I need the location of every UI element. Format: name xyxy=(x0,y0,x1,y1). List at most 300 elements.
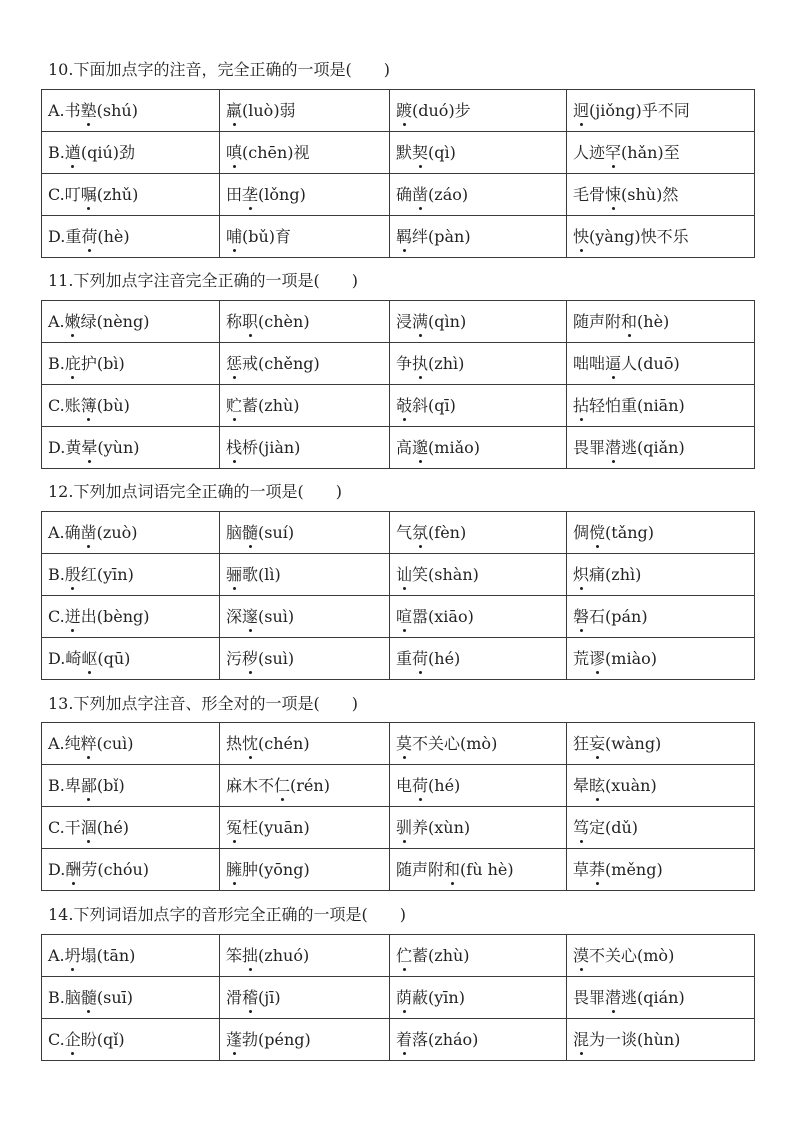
option-text: 盼(qǐ) xyxy=(80,1029,125,1049)
question-13-table xyxy=(41,722,755,891)
option-cell xyxy=(42,512,220,554)
option-text: 热 xyxy=(226,733,243,753)
dotted-character: 忱 xyxy=(242,733,259,753)
question-13-stem: 13.下列加点字注音、形全对的一项是( ) xyxy=(48,694,358,713)
option-cell xyxy=(220,216,390,258)
option-cell xyxy=(220,935,390,977)
option-text: C. xyxy=(48,606,65,626)
option-text: B.卑 xyxy=(48,775,81,795)
question-12-stem: 12.下列加点词语完全正确的一项是( ) xyxy=(48,482,342,501)
option-row xyxy=(42,849,755,891)
dotted-character: 晕 xyxy=(81,437,98,457)
option-text: C.干 xyxy=(48,817,81,837)
option-cell xyxy=(42,723,220,765)
option-row xyxy=(42,1019,755,1061)
option-text: (bǔ)育 xyxy=(242,226,292,246)
dotted-character: 嫩 xyxy=(64,311,81,331)
dotted-character: 臃 xyxy=(226,859,243,879)
option-text: 枉(yuān) xyxy=(242,817,310,837)
option-cell xyxy=(567,765,755,807)
dotted-character: 粹 xyxy=(80,733,97,753)
option-text: 咄咄 xyxy=(573,353,606,373)
option-text: 斜(qī) xyxy=(412,395,456,415)
dotted-character: 迥 xyxy=(573,100,590,120)
option-cell xyxy=(390,849,567,891)
dotted-character: 遒 xyxy=(64,142,81,162)
option-text: 逃(qiǎn) xyxy=(621,437,685,457)
option-text: D.崎 xyxy=(48,648,82,668)
option-cell xyxy=(42,977,220,1019)
option-cell xyxy=(390,765,567,807)
option-cell xyxy=(390,132,567,174)
option-text: (luò)弱 xyxy=(242,100,296,120)
dotted-character: 混 xyxy=(573,1029,590,1049)
option-text: 定(dǔ) xyxy=(589,817,639,837)
option-text: (qū) xyxy=(97,648,131,668)
option-cell xyxy=(220,554,390,596)
option-row xyxy=(42,90,755,132)
dotted-character: 稽 xyxy=(242,987,259,1007)
option-text: 蔽(yīn) xyxy=(412,987,465,1007)
option-cell xyxy=(220,807,390,849)
option-text: C.叮 xyxy=(48,184,81,204)
option-row xyxy=(42,723,755,765)
option-cell xyxy=(220,132,390,174)
option-cell xyxy=(220,174,390,216)
dotted-character: 驯 xyxy=(396,817,413,837)
option-cell xyxy=(390,216,567,258)
option-text: (záo) xyxy=(428,184,469,204)
option-text: 毛骨 xyxy=(573,184,606,204)
option-text: (suì) xyxy=(258,648,295,668)
dotted-character: 职 xyxy=(242,311,259,331)
option-text: A. xyxy=(48,945,65,965)
question-11-table xyxy=(41,300,755,469)
option-text: 轻怕重(niān) xyxy=(589,395,685,415)
option-text: (chén) xyxy=(258,733,310,753)
dotted-character: 岖 xyxy=(81,648,98,668)
dotted-character: 悚 xyxy=(605,184,622,204)
dotted-character: 踱 xyxy=(396,100,413,120)
option-text: 重 xyxy=(396,648,413,668)
option-cell xyxy=(390,174,567,216)
option-text: 深 xyxy=(226,606,243,626)
option-text: (měng) xyxy=(605,859,663,879)
option-cell xyxy=(42,216,220,258)
option-text: 戒(chěng) xyxy=(242,353,320,373)
option-text: 嚣(xiāo) xyxy=(412,606,474,626)
option-row xyxy=(42,343,755,385)
option-text: 高 xyxy=(396,437,413,457)
dotted-character: 莽 xyxy=(589,859,606,879)
option-cell xyxy=(220,849,390,891)
option-row xyxy=(42,554,755,596)
option-text: (bù) xyxy=(96,395,130,415)
option-text: (hè) xyxy=(97,226,130,246)
option-text: B. xyxy=(48,564,65,584)
dotted-character: 骊 xyxy=(226,564,243,584)
dotted-character: 喧 xyxy=(396,606,413,626)
option-row xyxy=(42,216,755,258)
dotted-character: 秽 xyxy=(242,648,259,668)
dotted-character: 着 xyxy=(396,1029,413,1049)
dotted-character: 贮 xyxy=(226,395,243,415)
option-text: 污 xyxy=(226,648,243,668)
option-text: 滑 xyxy=(226,987,243,1007)
option-text: 倜 xyxy=(573,522,590,542)
option-text: 随声附 xyxy=(396,859,445,879)
dotted-character: 酬 xyxy=(65,859,82,879)
option-cell xyxy=(390,90,567,132)
question-10-table xyxy=(41,89,755,258)
option-text: (zuò) xyxy=(96,522,138,542)
option-cell xyxy=(567,343,755,385)
option-cell xyxy=(567,935,755,977)
dotted-character: 潜 xyxy=(605,987,622,1007)
option-text: 歌(lì) xyxy=(242,564,281,584)
dotted-character: 荷 xyxy=(412,648,429,668)
option-text: (rén) xyxy=(290,775,330,795)
option-text: 绿(nèng) xyxy=(80,311,150,331)
option-text: (suì) xyxy=(258,606,295,626)
dotted-character: 和 xyxy=(621,311,638,331)
option-text: 逃(qián) xyxy=(621,987,685,1007)
dotted-character: 迸 xyxy=(64,606,81,626)
option-row xyxy=(42,512,755,554)
option-text: (xuàn) xyxy=(605,775,657,795)
option-text: (wàng) xyxy=(605,733,662,753)
option-text: (shù)然 xyxy=(621,184,679,204)
option-text: 气 xyxy=(396,522,413,542)
dotted-character: 潜 xyxy=(605,437,622,457)
option-row xyxy=(42,301,755,343)
question-12-table xyxy=(41,511,755,680)
dotted-character: 髓 xyxy=(80,987,97,1007)
option-text: 痛(zhì) xyxy=(589,564,642,584)
option-cell xyxy=(390,596,567,638)
option-cell xyxy=(42,765,220,807)
dotted-character: 傥 xyxy=(589,522,606,542)
option-text: 电 xyxy=(396,775,413,795)
option-text: 荒 xyxy=(573,648,590,668)
option-cell xyxy=(567,638,755,680)
option-cell xyxy=(567,596,755,638)
dotted-character: 契 xyxy=(412,142,429,162)
option-cell xyxy=(390,301,567,343)
option-row xyxy=(42,638,755,680)
option-text: (zhuó) xyxy=(258,945,310,965)
option-cell xyxy=(567,1019,755,1061)
option-cell xyxy=(42,174,220,216)
option-text: B. xyxy=(48,142,65,162)
dotted-character: 蓬 xyxy=(226,1029,243,1049)
option-cell xyxy=(567,512,755,554)
option-text: A.纯 xyxy=(48,733,81,753)
dotted-character: 和 xyxy=(444,859,461,879)
dotted-character: 涸 xyxy=(80,817,97,837)
option-text: A. xyxy=(48,311,65,331)
option-text: 肿(yōng) xyxy=(242,859,310,879)
option-text: 狂 xyxy=(573,733,590,753)
option-text: (qì) xyxy=(428,142,456,162)
option-text: D.黄 xyxy=(48,437,82,457)
option-row xyxy=(42,385,755,427)
option-cell xyxy=(42,596,220,638)
option-cell xyxy=(567,977,755,1019)
dotted-character: 邈 xyxy=(412,437,429,457)
dotted-character: 炽 xyxy=(573,564,590,584)
option-text: (yùn) xyxy=(97,437,140,457)
option-text: 确 xyxy=(396,184,413,204)
option-text: C.账 xyxy=(48,395,81,415)
dotted-character: 罕 xyxy=(605,142,622,162)
option-row xyxy=(42,132,755,174)
option-cell xyxy=(567,427,755,469)
option-cell xyxy=(390,385,567,427)
dotted-character: 邃 xyxy=(242,606,259,626)
dotted-character: 垄 xyxy=(242,184,259,204)
option-text: (zhǔ) xyxy=(96,184,139,204)
dotted-character: 惩 xyxy=(226,353,243,373)
dotted-character: 拈 xyxy=(573,395,590,415)
dotted-character: 庇 xyxy=(64,353,81,373)
option-text: C. xyxy=(48,1029,65,1049)
dotted-character: 坍 xyxy=(64,945,81,965)
question-10-stem: 10.下面加点字的注音，完全正确的一项是( ) xyxy=(48,60,390,79)
option-cell xyxy=(390,427,567,469)
option-cell xyxy=(567,174,755,216)
option-text: 出(bèng) xyxy=(80,606,150,626)
option-cell xyxy=(567,849,755,891)
option-text: A.确 xyxy=(48,522,81,542)
dotted-character: 殷 xyxy=(64,564,81,584)
option-text: 人(duō) xyxy=(621,353,680,373)
option-text: 笨 xyxy=(226,945,243,965)
dotted-character: 凿 xyxy=(80,522,97,542)
option-cell xyxy=(220,1019,390,1061)
option-row xyxy=(42,765,755,807)
option-row xyxy=(42,174,755,216)
dotted-character: 满 xyxy=(412,311,429,331)
option-cell xyxy=(220,638,390,680)
dotted-character: 笃 xyxy=(573,817,590,837)
option-text: (hé) xyxy=(428,648,461,668)
option-text: 蓄(zhù) xyxy=(242,395,300,415)
option-text: 脑 xyxy=(226,522,243,542)
dotted-character: 企 xyxy=(64,1029,81,1049)
option-text: 不关心(mò) xyxy=(412,733,498,753)
dotted-character: 荷 xyxy=(81,226,98,246)
dotted-character: 栈 xyxy=(226,437,243,457)
option-text: 石(pán) xyxy=(589,606,648,626)
dotted-character: 伫 xyxy=(396,945,413,965)
option-cell xyxy=(567,132,755,174)
dotted-character: 荷 xyxy=(412,775,429,795)
question-14-stem: 14.下列词语加点字的音形完全正确的一项是( ) xyxy=(48,905,406,924)
option-cell xyxy=(390,638,567,680)
option-cell xyxy=(390,807,567,849)
dotted-character: 冤 xyxy=(226,817,243,837)
option-cell xyxy=(42,807,220,849)
option-cell xyxy=(220,512,390,554)
option-cell xyxy=(567,385,755,427)
dotted-character: 氛 xyxy=(412,522,429,542)
option-text: (shú) xyxy=(96,100,138,120)
option-text: D. xyxy=(48,859,66,879)
dotted-character: 讪 xyxy=(396,564,413,584)
option-text: B. xyxy=(48,353,65,373)
option-text: 不关心(mò) xyxy=(589,945,675,965)
option-cell xyxy=(390,512,567,554)
option-text: (duó)步 xyxy=(412,100,471,120)
dotted-character: 嗔 xyxy=(226,142,243,162)
option-text: (hé) xyxy=(428,775,461,795)
question-14-table xyxy=(41,934,755,1061)
option-cell xyxy=(42,935,220,977)
option-text: (qìn) xyxy=(428,311,467,331)
option-cell xyxy=(220,301,390,343)
option-cell xyxy=(390,935,567,977)
option-cell xyxy=(220,723,390,765)
option-text: (tǎng) xyxy=(605,522,655,542)
option-cell xyxy=(42,132,220,174)
option-text: (qiú)劲 xyxy=(80,142,136,162)
option-cell xyxy=(42,554,220,596)
option-text: (zhì) xyxy=(428,353,465,373)
option-text: 默 xyxy=(396,142,413,162)
option-text: 畏罪 xyxy=(573,437,606,457)
option-text: 蓄(zhù) xyxy=(412,945,470,965)
option-row xyxy=(42,427,755,469)
option-text: 草 xyxy=(573,859,590,879)
option-text: 人迹 xyxy=(573,142,606,162)
option-text: 畏罪 xyxy=(573,987,606,1007)
option-text: (hǎn)至 xyxy=(621,142,680,162)
option-text: (yàng)怏不乐 xyxy=(589,226,689,246)
option-cell xyxy=(567,807,755,849)
option-cell xyxy=(567,554,755,596)
dotted-character: 谬 xyxy=(589,648,606,668)
option-cell xyxy=(390,343,567,385)
option-text: B.脑 xyxy=(48,987,81,1007)
option-row xyxy=(42,596,755,638)
option-cell xyxy=(220,977,390,1019)
dotted-character: 执 xyxy=(412,353,429,373)
option-cell xyxy=(42,301,220,343)
option-row xyxy=(42,935,755,977)
option-text: 称 xyxy=(226,311,243,331)
dotted-character: 怏 xyxy=(573,226,590,246)
option-text: D.重 xyxy=(48,226,82,246)
option-text: 红(yīn) xyxy=(80,564,134,584)
option-text: 落(zháo) xyxy=(412,1029,479,1049)
option-text: 争 xyxy=(396,353,413,373)
option-cell xyxy=(220,596,390,638)
option-text: (lǒng) xyxy=(258,184,306,204)
dotted-character: 妄 xyxy=(589,733,606,753)
option-cell xyxy=(567,216,755,258)
option-text: (fèn) xyxy=(428,522,467,542)
dotted-character: 哺 xyxy=(226,226,243,246)
option-row xyxy=(42,977,755,1019)
option-text: (hé) xyxy=(96,817,130,837)
option-cell xyxy=(220,765,390,807)
option-text: 绊(pàn) xyxy=(412,226,471,246)
option-text: 麻木不 xyxy=(226,775,275,795)
option-text: 晕 xyxy=(573,775,590,795)
option-text: (chēn)视 xyxy=(242,142,310,162)
dotted-character: 嘱 xyxy=(80,184,97,204)
option-text: (suí) xyxy=(258,522,295,542)
option-cell xyxy=(220,343,390,385)
option-text: (miǎo) xyxy=(428,437,480,457)
option-text: (cuì) xyxy=(96,733,134,753)
option-cell xyxy=(42,1019,220,1061)
option-text: 桥(jiàn) xyxy=(242,437,301,457)
option-cell xyxy=(42,849,220,891)
option-text: (suī) xyxy=(96,987,133,1007)
dotted-character: 荫 xyxy=(396,987,413,1007)
dotted-character: 眩 xyxy=(589,775,606,795)
option-cell xyxy=(567,301,755,343)
option-text: (bǐ) xyxy=(96,775,125,795)
option-cell xyxy=(567,723,755,765)
option-text: 护(bì) xyxy=(80,353,125,373)
option-text: (jī) xyxy=(258,987,281,1007)
dotted-character: 髓 xyxy=(242,522,259,542)
dotted-character: 羸 xyxy=(226,100,243,120)
option-text: (chèn) xyxy=(258,311,310,331)
option-text: A.书 xyxy=(48,100,81,120)
option-cell xyxy=(42,385,220,427)
option-text: (fù hè) xyxy=(460,859,514,879)
dotted-character: 凿 xyxy=(412,184,429,204)
dotted-character: 羁 xyxy=(396,226,413,246)
option-cell xyxy=(42,427,220,469)
option-cell xyxy=(42,90,220,132)
dotted-character: 鄙 xyxy=(80,775,97,795)
option-text: 田 xyxy=(226,184,243,204)
option-text: (jiǒng)乎不同 xyxy=(589,100,690,120)
option-cell xyxy=(567,90,755,132)
option-text: 勃(péng) xyxy=(242,1029,311,1049)
option-text: 浸 xyxy=(396,311,413,331)
option-cell xyxy=(390,723,567,765)
dotted-character: 拙 xyxy=(242,945,259,965)
dotted-character: 逼 xyxy=(605,353,622,373)
option-text: 劳(chóu) xyxy=(81,859,150,879)
option-text: (miào) xyxy=(605,648,657,668)
option-cell xyxy=(42,343,220,385)
option-text: 为一谈(hùn) xyxy=(589,1029,681,1049)
option-cell xyxy=(220,385,390,427)
dotted-character: 仁 xyxy=(274,775,291,795)
option-text: 随声附 xyxy=(573,311,622,331)
option-cell xyxy=(390,1019,567,1061)
option-cell xyxy=(390,977,567,1019)
option-text: 养(xùn) xyxy=(412,817,471,837)
option-cell xyxy=(220,427,390,469)
dotted-character: 塾 xyxy=(80,100,97,120)
option-cell xyxy=(220,90,390,132)
option-text: (hè) xyxy=(637,311,670,331)
question-11-stem: 11.下列加点字注音完全正确的一项是( ) xyxy=(48,271,358,290)
dotted-character: 磐 xyxy=(573,606,590,626)
dotted-character: 漠 xyxy=(573,945,590,965)
option-text: 塌(tān) xyxy=(80,945,136,965)
dotted-character: 簿 xyxy=(80,395,97,415)
dotted-character: 攲 xyxy=(396,395,413,415)
